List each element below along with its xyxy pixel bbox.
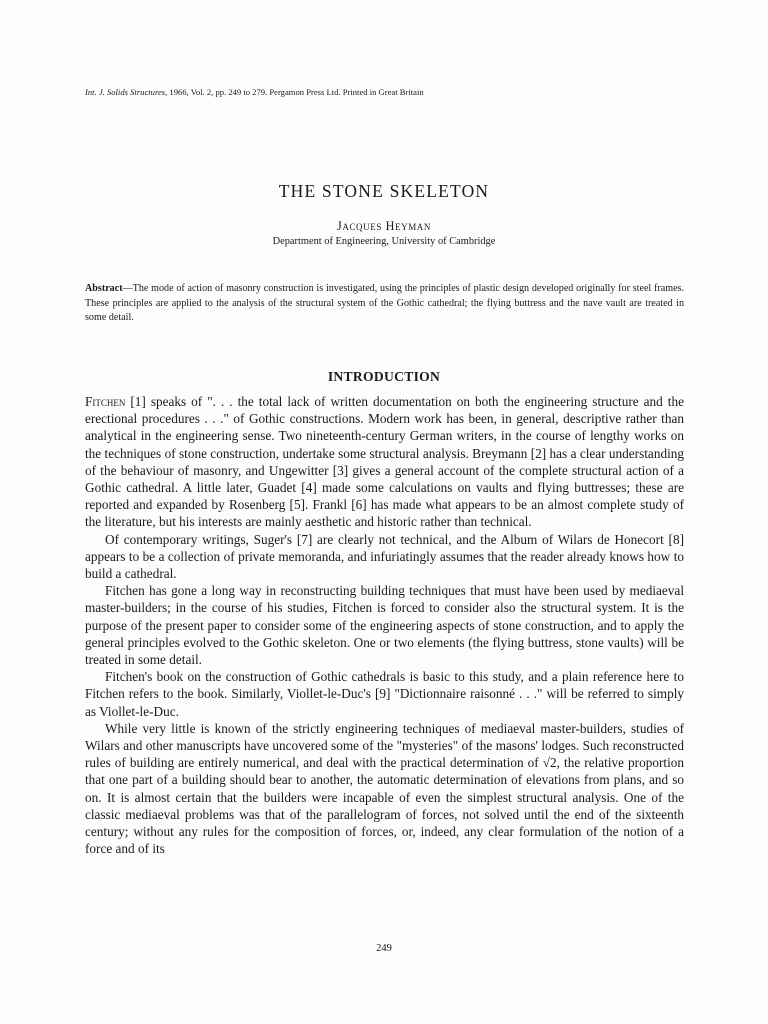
journal-citation — [85, 86, 685, 98]
paragraph-3: Fitchen has gone a long way in reconstructing building techniques that must have been used by mediaeval master-builders; in the course of his studies, Fitchen is forced to consider also the structural system. It is the purpose of the present paper to consider some of the engineering aspects of stone construction, and to apply the general principles evolved to the Gothic skeleton. One or two elements (the flying buttress, stone vaults) will be treated in some detail. — [85, 583, 684, 668]
body-text — [85, 393, 684, 857]
citation-details: , 1966, Vol. 2, pp. 249 to 279. Pergamon Press Ltd. Printed in Great Britain — [165, 87, 424, 97]
abstract — [85, 282, 684, 326]
abstract-label: Abstract — [85, 283, 123, 294]
author-name: Jacques Heyman — [337, 219, 431, 233]
paragraph-2: Of contemporary writings, Suger's [7] are clearly not technical, and the Album of Wilars de Honecort [8] appears to be a collection of private memoranda, and infuriatingly assumes that the reader already knows how to build a cathedral. — [85, 531, 684, 582]
paragraph-5: While very little is known of the strictly engineering techniques of mediaeval master-builders, studies of Wilars and other manuscripts have uncovered some of the "mysteries" of the masons' lodges. Such reconstructed rules of building are entirely numerical, and deal with the practical determination of √2, the relative proportion that one part of a building should bear to another, the automatic determination of elevations from plans, and so on. It is almost certain that the builders were incapable of even the simplest structural analysis. One of the classic mediaeval problems was that of the parallelogram of forces, not solved until the end of the sixteenth century; without any rules for the composition of forces, or, indeed, any clear formulation of the notion of a force and of its — [85, 720, 684, 857]
lead-word: Fitchen — [85, 394, 126, 409]
paragraph-4: Fitchen's book on the construction of Gothic cathedrals is basic to this study, and a plain reference here to Fitchen refers to the book. Similarly, Viollet-le-Duc's [9] "Dictionnaire raisonné . . ." will be referred to simply as Viollet-le-Duc. — [85, 669, 684, 719]
abstract-text: —The mode of action of masonry construction is investigated, using the principles of plastic design developed originally for steel frames. These principles are applied to the analysis of the structural system of the Gothic cathedral; the flying buttress and the nave vault are treated in some detail. — [85, 283, 684, 324]
section-heading: INTRODUCTION — [327, 369, 441, 384]
paragraph-1 — [85, 393, 684, 531]
author-affiliation: Department of Engineering, University of Cambridge — [272, 236, 496, 247]
paper-title: THE STONE SKELETON — [278, 181, 490, 201]
journal-name: Int. J. Solids Structures — [85, 87, 166, 97]
page-number: 249 — [376, 943, 392, 954]
paragraph-1-text: [1] speaks of ". . . the total lack of written documentation on both the engineering structure and the erectional procedures . . ." of Gothic constructions. Modern work has been, in general, descriptive rather than analytical in the engineering sense. Two nineteenth-century German writers, in the course of lengthy works on the techniques of stone construction, undertake some structural analysis. Breymann [2] has a clear understanding of the behaviour of masonry, and Ungewitter [3] gives a general account of the complete structural action of a Gothic cathedral. A little later, Guadet [4] made some calculations on vaults and flying buttresses; these are reported and expanded by Rosenberg [5]. Frankl [6] has made what appears to be an almost complete study of the literature, but his interests are mainly aesthetic and historic rather than technical. — [85, 394, 684, 530]
